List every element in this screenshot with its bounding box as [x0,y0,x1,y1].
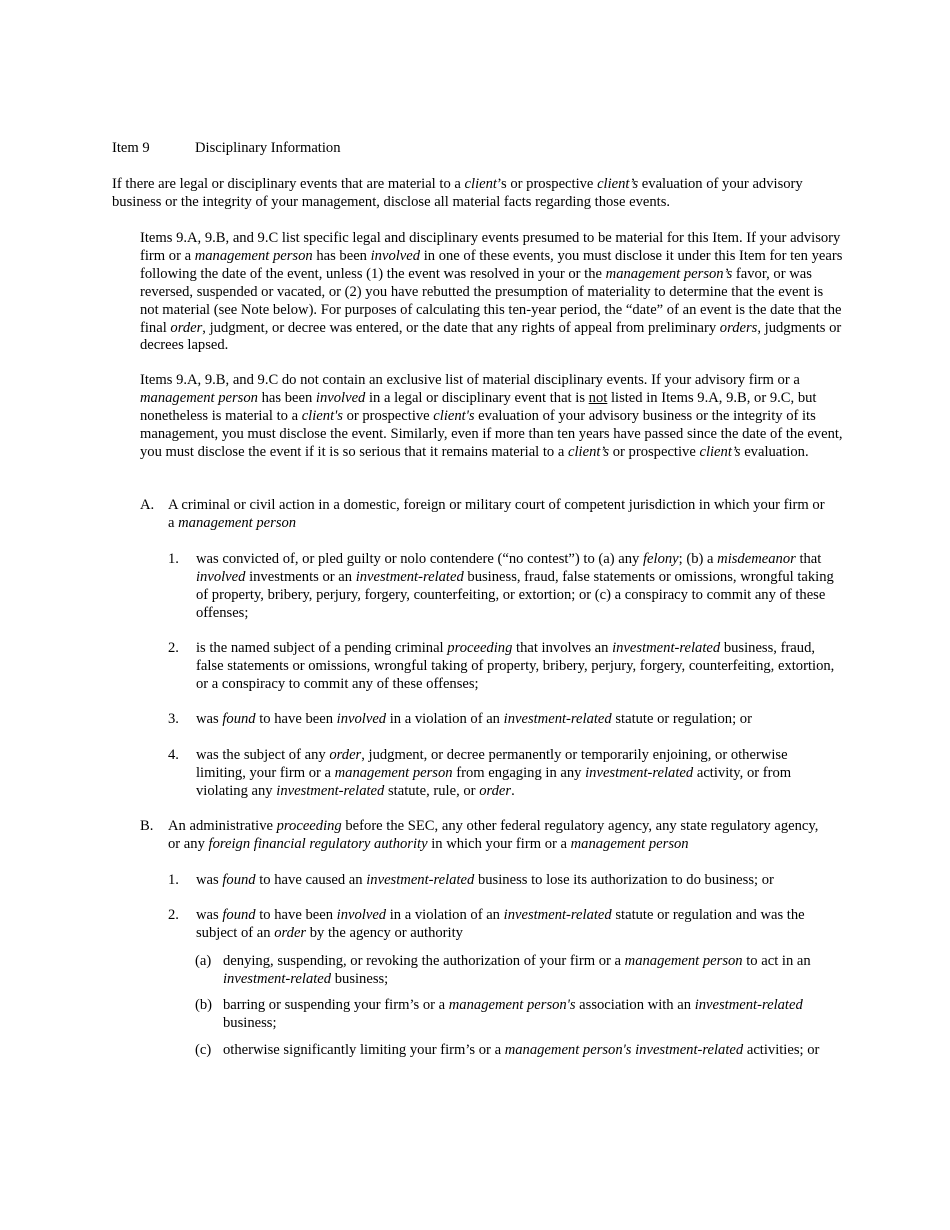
section-a-item-3: 3. was found to have been involved in a violation of an investment-related statute or regulation; or [168,711,752,727]
section-a-item-2: 2. is the named subject of a pending criminal proceeding that involves an investment-related business, fraud, false statements or omissions, wrongful taking of property, bribery, perjury, forgery, counterfeiting, extortion, or a conspiracy to commit any of these offenses; [168,640,835,692]
section-b-text: An administrative proceeding before the SEC, any other federal regulatory agency, any state regulatory agency, or any foreign financial regulatory authority in which your firm or a management person [168,818,819,852]
item-title: Disciplinary Information [195,140,341,156]
section-b-item-2-sub-a: (a) denying, suspending, or revoking the authorization of your firm or a management person to act in an investment-related business; [195,953,811,987]
section-b-item-2-sub-c: (c) otherwise significantly limiting your firm’s or a management person's investment-related activities; or [195,1042,820,1058]
item-heading [112,140,341,158]
section-a-text: A criminal or civil action in a domestic, foreign or military court of competent jurisdiction in which your firm or a management person [168,497,825,531]
section-a-item-1: 1. was convicted of, or pled guilty or nolo contendere (“no contest”) to (a) any felony; (b) a misdemeanor that involved investments or an investment-related business, fraud, false statements or omissions, wrongful taking of property, bribery, perjury, forgery, counterfeiting, or extortion; or (c) a conspiracy to commit any of these offenses; [168,551,834,621]
section-b-item-1: 1. was found to have caused an investment-related business to lose its authorization to do business; or [168,872,774,888]
section-b-item-2-sub-b: (b) barring or suspending your firm’s or a management person's association with an investment-related business; [195,997,803,1031]
section-b [140,818,830,854]
section-a [140,497,830,533]
presumption-paragraph: Items 9.A, 9.B, and 9.C list specific legal and disciplinary events presumed to be material for this Item. If your advisory firm or a management person has been involved in one of these events, you must disclose it under this Item for ten years following the date of the event, unless (1) the event was resolved in your or the management person’s favor, or was reversed, suspended or vacated, or (2) you have rebutted the presumption of materiality to determine that the event is not material (see Note below). For purposes of calculating this ten-year period, the “date” of an event is the date that the final order, judgment, or decree was entered, or the date that any rights of appeal from preliminary orders, judgments or decrees lapsed. [140,230,843,354]
section-a-label: A. [140,497,155,513]
section-b-item-2: 2. was found to have been involved in a violation of an investment-related statute or regulation and was the subject of an order by the agency or authority [168,907,805,941]
item-number: Item 9 [112,140,150,156]
section-a-item-4: 4. was the subject of any order, judgment, or decree permanently or temporarily enjoining, or otherwise limiting, your firm or a management person from engaging in any investment-related activity, or from violating any investment-related statute, rule, or order. [168,747,792,799]
exclusive-list-paragraph: Items 9.A, 9.B, and 9.C do not contain an exclusive list of material disciplinary events. If your advisory firm or a management person has been involved in a legal or disciplinary event that is not listed in Items 9.A, 9.B, or 9.C, but nonetheless is material to a client's or prospective client's evaluation of your advisory business or the integrity of its management, you must disclose the event. Similarly, even if more than ten years have passed since the date of the event, you must disclose the event if it is so serious that it remains material to a client’s or prospective client’s evaluation. [140,372,843,460]
intro-paragraph: If there are legal or disciplinary events that are material to a client’s or prospective client’s evaluation of your advisory business or the integrity of your management, disclose all material facts regarding those events. [112,176,803,210]
section-b-label: B. [140,818,154,834]
